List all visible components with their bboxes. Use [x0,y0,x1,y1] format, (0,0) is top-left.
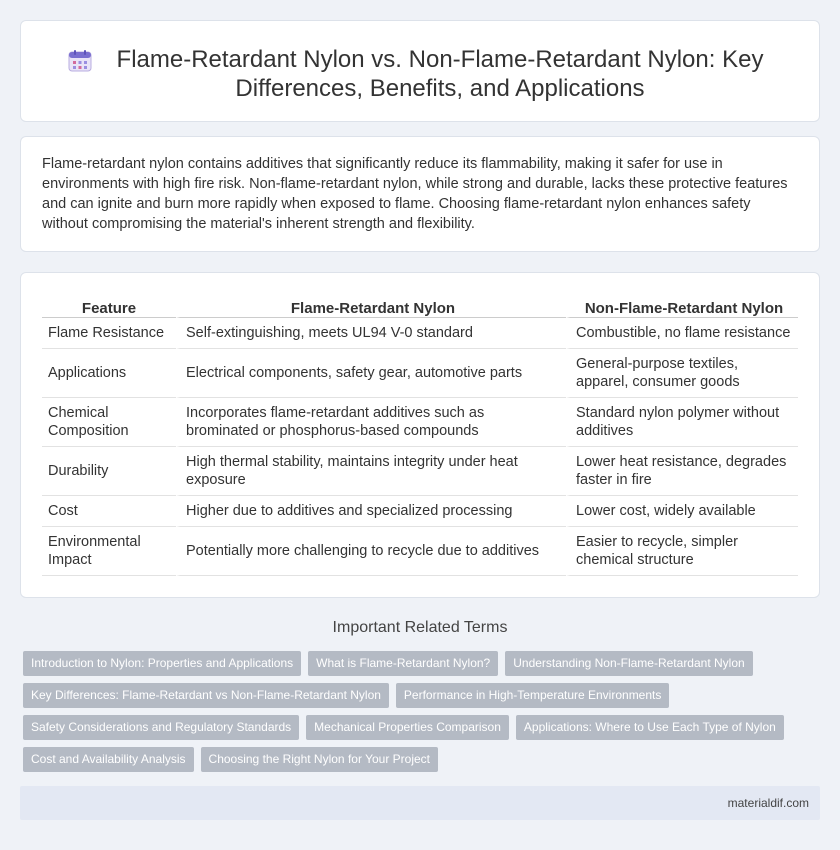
table-row [42,496,798,527]
column-header: Non-Flame-Retardant Nylon [566,293,798,318]
table-cell: Lower cost, widely available [566,496,798,527]
table-cell: Lower heat resistance, degrades faster in fire [566,447,798,496]
intro-card [20,136,820,252]
table-cell: Higher due to additives and specialized processing [176,496,566,527]
footer [20,786,820,820]
related-term-link[interactable]: Mechanical Properties Comparison [306,715,509,740]
column-header: Feature [42,293,176,318]
table-cell: Self-extinguishing, meets UL94 V-0 standard [176,318,566,349]
table-cell: Incorporates flame-retardant additives such as brominated or phosphorus-based compounds [176,398,566,447]
table-header-row [42,293,798,318]
table-cell: Potentially more challenging to recycle due to additives [176,527,566,576]
related-term-link[interactable]: What is Flame-Retardant Nylon? [308,651,498,676]
page-title: Flame-Retardant Nylon vs. Non-Flame-Retardant Nylon: Key Differences, Benefits, and Applications [116,46,764,102]
related-term-link[interactable]: Performance in High-Temperature Environments [396,683,669,708]
column-header: Flame-Retardant Nylon [176,293,566,318]
related-term-link[interactable]: Cost and Availability Analysis [23,747,194,772]
table-row [42,447,798,496]
comparison-card [20,272,820,598]
related-term-link[interactable]: Key Differences: Flame-Retardant vs Non-Flame-Retardant Nylon [23,683,389,708]
table-cell: Durability [42,447,176,496]
table-cell: Applications [42,349,176,398]
table-row [42,318,798,349]
related-term-link[interactable]: Introduction to Nylon: Properties and Applications [23,651,301,676]
related-term-link[interactable]: Applications: Where to Use Each Type of Nylon [516,715,784,740]
table-cell: Environmental Impact [42,527,176,576]
related-terms-heading: Important Related Terms [332,619,508,636]
related-term-link[interactable]: Understanding Non-Flame-Retardant Nylon [505,651,752,676]
related-terms-list [23,651,803,779]
table-cell: High thermal stability, maintains integrity under heat exposure [176,447,566,496]
table-cell: Easier to recycle, simpler chemical structure [566,527,798,576]
related-term-link[interactable]: Choosing the Right Nylon for Your Project [201,747,438,772]
footer-site-link[interactable]: materialdif.com [727,796,809,810]
table-cell: Flame Resistance [42,318,176,349]
comparison-table [42,293,798,576]
table-cell: Cost [42,496,176,527]
table-cell: Electrical components, safety gear, automotive parts [176,349,566,398]
table-row [42,398,798,447]
table-row [42,527,798,576]
header-card [20,20,820,122]
related-term-link[interactable]: Safety Considerations and Regulatory Standards [23,715,299,740]
table-cell: General-purpose textiles, apparel, consumer goods [566,349,798,398]
table-cell: Chemical Composition [42,398,176,447]
table-row [42,349,798,398]
intro-paragraph: Flame-retardant nylon contains additives that significantly reduce its flammability, making it safer for use in environments with high fire risk. Non-flame-retardant nylon, while strong and durable, lacks these protective features and can ignite and burn more rapidly when exposed to flame. Choosing flame-retardant nylon enhances safety without compromising the material's inherent strength and flexibility. [42,156,788,232]
table-cell: Combustible, no flame resistance [566,318,798,349]
table-cell: Standard nylon polymer without additives [566,398,798,447]
